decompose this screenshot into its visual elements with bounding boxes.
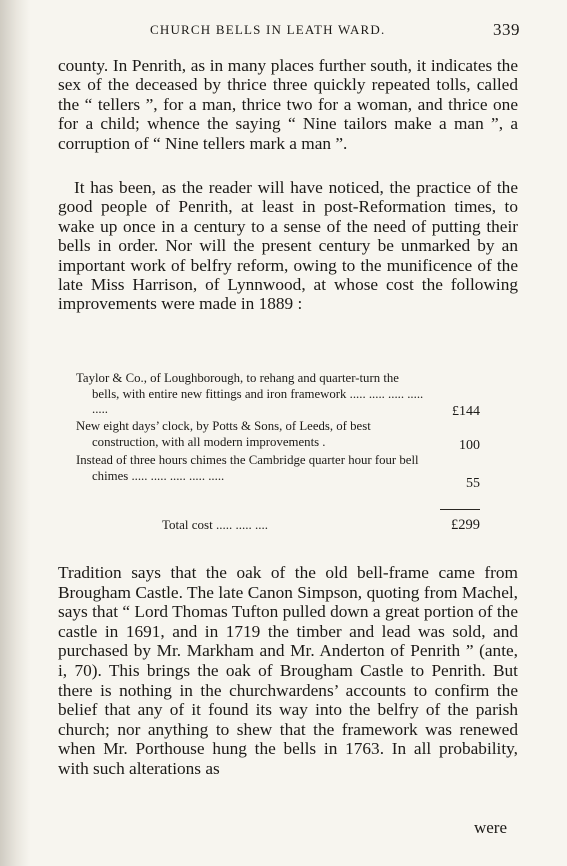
page-number: 339 (493, 20, 520, 39)
running-header (150, 22, 520, 38)
total-label: Total cost ..... ..... .... (162, 517, 268, 532)
catchword: were (473, 818, 507, 837)
cost-item (76, 371, 486, 419)
paragraph-3: Tradition says that the oak of the old bell-frame came from Brougham Castle. The late Canon Simpson, quoting from Machel, says that “ Lord Thomas Tufton pulled down a great portion of the castle in 1691, and in 1719 the timber and lead was sold, and purchased by Mr. Markham and Mr. Anderton of Penrith ” (ante, i, 70). This brings the oak of Brougham Castle to Penrith. But there is nothing in the churchwardens’ accounts to confirm the belief that any of it found its way into the belfry of the parish church; nor anything to shew that the framework was renewed when Mr. Porthouse hung the bells in 1763. In all probability, with such alterations as (58, 563, 518, 778)
running-title: CHURCH BELLS IN LEATH WARD. (150, 22, 386, 37)
paragraph-1: county. In Penrith, as in many places further south, it indicates the sex of the deceased by thrice three quickly repeated tolls, called the “ tellers ”, for a man, thrice two for a woman, and thrice one for a child; whence the saying “ Nine tailors make a man ”, a corruption of “ Nine tellers mark a man ”. (58, 56, 518, 153)
cost-list (76, 371, 486, 491)
cost-item-amount: 55 (466, 475, 480, 491)
cost-item-description: Instead of three hours chimes the Cambridge quarter hour four bell chimes ..... ..... ..... ..... ..... (76, 453, 419, 483)
total-amount: £299 (451, 517, 480, 533)
sum-rule (440, 509, 480, 510)
cost-item-amount: £144 (452, 403, 480, 419)
total-row (162, 517, 486, 533)
cost-item (76, 419, 486, 453)
cost-item-amount: 100 (459, 437, 480, 453)
cost-item-description: Taylor & Co., of Loughborough, to rehang and quarter-turn the bells, with entire new fittings and iron framework ..... ..... ..... ..... ..... (76, 371, 424, 416)
cost-item (76, 453, 486, 491)
paragraph-2: It has been, as the reader will have noticed, the practice of the good people of Penrith, at least in post-Reformation times, to wake up once in a century to a sense of the need of putting their bells in order. Nor will the present century be unmarked by an important work of belfry reform, owing to the munificence of the late Miss Harrison, of Lynnwood, at whose cost the following improvements were made in 1889 : (58, 178, 518, 314)
cost-item-description: New eight days’ clock, by Potts & Sons, of Leeds, of best construction, with all modern improvements . (76, 419, 371, 449)
